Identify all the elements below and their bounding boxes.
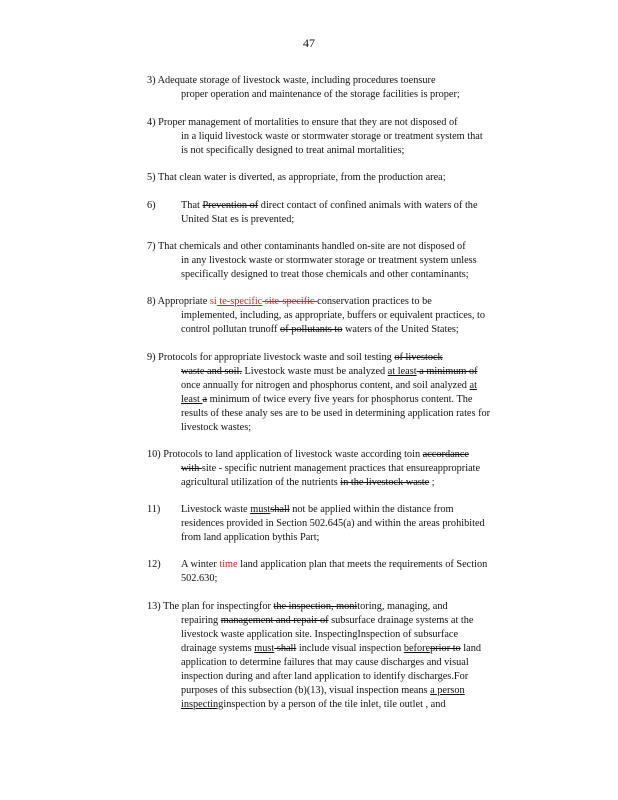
item-6-line-2: United Stat es is prevented; [181,214,295,225]
item-6 [147,199,543,229]
item-10-line-1 [147,448,543,462]
item-9 [147,351,543,435]
item-4 [147,116,543,158]
item-9-line-6: livestock wastes; [181,422,252,433]
item-13-inserted-before: before [403,643,431,654]
item-11-line-3: from land application bythis Part; [181,532,320,543]
item-13-text-a: 13) The plan for inspectingfor [147,601,274,612]
item-8-text-e: conservation practices to be [317,296,432,307]
item-13-line-7-a: purposes of this subsection (b)(13), visual inspection means [181,685,431,696]
item-10 [147,448,543,490]
item-7-line-2: in any livestock waste or stormwater storage or treatment system unless [181,255,477,266]
item-9-line-2-b: Livestock waste must be analyzed [241,366,388,377]
item-13-deleted-prior-to: prior to [430,643,461,654]
item-10-line-3-c: ; [429,477,435,488]
item-9-line-1 [147,351,543,365]
item-12-text-c: land application plan that meets the requirements of Section [237,559,488,570]
item-13-deleted-shall: shall [274,643,297,654]
item-11-inserted-must: must [250,504,271,515]
item-8-line-3-a: control pollutan trunoff [181,324,281,335]
item-11 [147,503,543,547]
item-13-line-4-a: drainage systems [181,643,255,654]
item-11-deleted-shall: shall [270,504,290,515]
item-12-number: 12) [147,559,161,570]
item-5-line-1: 5) That clean water is diverted, as appropriate, from the production area; [147,172,446,183]
item-13-line-4-g: land [460,643,482,654]
item-11-number: 11) [147,504,161,515]
item-8-deleted-of-pollutants: of pollutants to [280,324,343,335]
item-4-line-2: in a liquid livestock waste or stormwater storage or treatment system that [181,131,483,142]
item-7 [147,240,543,282]
item-13-inserted-must: must [254,643,275,654]
item-10-line-2-b: site - specific nutrient management practices that ensureappropriate [201,463,481,474]
item-13-inserted-inspecting: inspecting [181,699,224,710]
item-4-line-1: 4) Proper management of mortalities to ensure that they are not disposed of [147,117,458,128]
item-13-line-5: application to determine failures that may cause discharges and visual [181,657,469,668]
item-9-deleted-a: a [202,394,208,405]
item-13-line-2-c: subsurface drainage systems at the [328,615,474,626]
item-9-line-4 [147,393,543,407]
item-12-inserted-time: time [219,559,238,570]
item-13-line-4 [147,642,543,656]
item-13-line-8-b: inspection by a person of the tile inlet, tile outlet , and [223,699,446,710]
item-12 [147,558,543,588]
item-4-line-3: is not specifically designed to treat animal mortalities; [181,145,405,156]
item-8-line-2: implemented, including, as appropriate, buffers or equivalent practices, to [181,310,486,321]
item-12-text-a: A winter [181,559,220,570]
item-9-text-a: 9) Protocols for appropriate livestock waste and soil testing [147,352,395,363]
item-9-deleted-of-livestock: of livestock [394,352,443,363]
item-11-line-1 [181,503,543,517]
item-9-deleted-waste-soil: waste and soil. [181,366,242,377]
item-13-line-7 [147,684,543,698]
item-13-line-1 [147,600,543,614]
item-13 [147,600,543,712]
item-9-line-2 [147,365,543,379]
item-6-deleted-text: Prevention of [202,200,259,211]
item-9-line-3-a: once annually for nitrogen and phosphorus content, and soil analyzed [181,380,470,391]
item-6-text-c: direct contact of confined animals with waters of the [258,200,478,211]
item-9-inserted-at: at [469,380,477,391]
item-5 [147,171,543,185]
item-12-line-1 [181,558,543,572]
item-10-deleted-in-the-livestock-waste: in the livestock waste [340,477,430,488]
item-13-text-c: toring, managing, and [357,601,448,612]
item-10-text-a: 10) Protocols to land application of livestock waste according toin [147,449,423,460]
item-13-line-4-d: include visual inspection [296,643,404,654]
item-13-deleted-management-and-repair: management and repair of [220,615,329,626]
item-13-line-8 [147,698,543,712]
item-13-deleted-the-inspection: the inspection, moni [273,601,358,612]
item-10-deleted-with: with [181,463,202,474]
item-13-line-2 [147,614,543,628]
item-6-text-a: That [181,200,203,211]
item-13-line-2-a: repairing [181,615,221,626]
page-number: 47 [303,36,315,50]
item-10-deleted-accordance: accordance [422,449,469,460]
item-9-deleted-a-minimum: a minimum of [416,366,478,377]
item-3-line-2: proper operation and maintenance of the storage facilities is proper; [181,89,460,100]
item-13-line-6: inspection during and after land application to identify discharges.For [181,671,469,682]
item-8-inserted-si: si [209,296,217,307]
item-9-inserted-at-least: at least [387,366,417,377]
item-11-line-2: residences provided in Section 502.645(a) and within the areas prohibited [181,518,485,529]
item-8 [147,295,543,337]
item-13-line-3: livestock waste application site. InspectingInspection of subsurface [181,629,459,640]
item-9-line-4-c: minimum of twice every five years for phosphorus content. The [207,394,473,405]
item-9-line-3 [147,379,543,393]
item-11-text-a: Livestock waste [181,504,251,515]
item-3 [147,74,543,102]
item-7-line-3: specifically designed to treat those chemicals and other contaminants; [181,269,469,280]
item-8-line-1 [147,295,543,309]
item-9-inserted-least: least [181,394,203,405]
item-9-line-5: results of these analy ses are to be used in determining application rates for [181,408,491,419]
item-8-line-3-c: waters of the United States; [342,324,459,335]
item-8-inserted-site-specific: te-specific [216,296,263,307]
item-8-text-a: 8) Appropriate [147,296,210,307]
item-6-line-1 [181,199,543,213]
item-8-deleted-site-specific: site-specific [262,296,318,307]
item-10-line-3-a: agricultural utilization of the nutrients [181,477,341,488]
item-7-line-1: 7) That chemicals and other contaminants handled on-site are not disposed of [147,241,466,252]
item-6-number: 6) [147,200,156,211]
item-3-line-1: 3) Adequate storage of livestock waste, including procedures toensure [147,75,436,86]
item-11-text-d: not be applied within the distance from [289,504,454,515]
item-10-line-2 [147,462,543,476]
item-12-line-2: 502.630; [181,573,218,584]
item-10-line-3 [147,476,543,490]
item-8-line-3 [147,323,543,337]
item-13-inserted-a-person: a person [430,685,465,696]
